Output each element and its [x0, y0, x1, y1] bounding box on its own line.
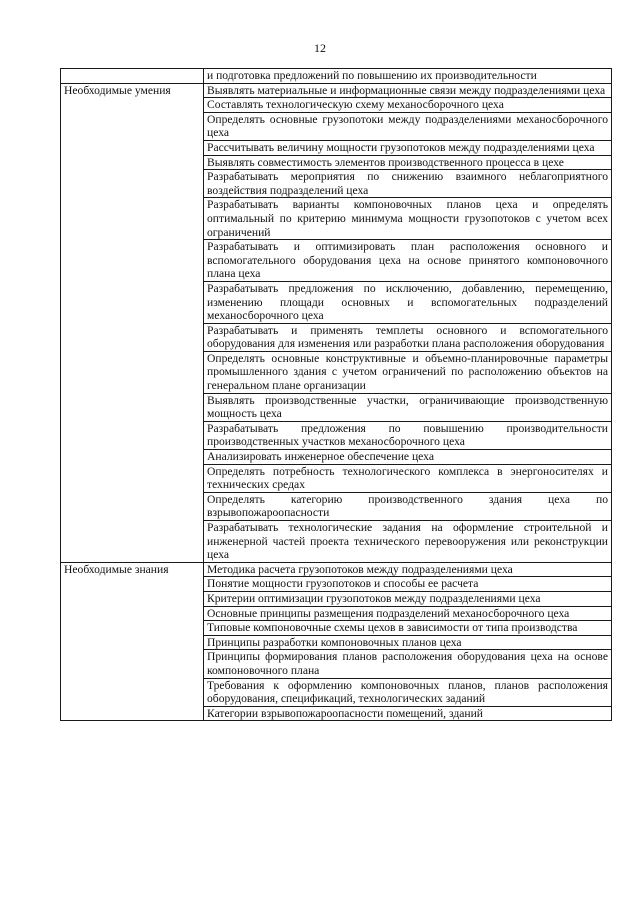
skills-item: Выявлять производственные участки, ограничивающие производственную мощность цеха	[204, 393, 612, 421]
skills-item: Разрабатывать предложения по повышению производительности производственных участков механосборочного цеха	[204, 421, 612, 449]
skills-item: Рассчитывать величину мощности грузопотоков между подразделениями цеха	[204, 140, 612, 155]
knowledge-item: Принципы разработки компоновочных планов цеха	[204, 635, 612, 650]
knowledge-item: Типовые компоновочные схемы цехов в зависимости от типа производства	[204, 621, 612, 636]
skills-item: Разрабатывать мероприятия по снижению взаимного неблагоприятного воздействия подразделений цеха	[204, 170, 612, 198]
skills-section-label: Необходимые умения	[61, 83, 204, 562]
knowledge-item: Методика расчета грузопотоков между подразделениями цеха	[204, 562, 612, 577]
knowledge-item: Основные принципы размещения подразделений механосборочного цеха	[204, 606, 612, 621]
skills-item: Составлять технологическую схему механосборочного цеха	[204, 98, 612, 113]
skills-row	[61, 83, 612, 98]
knowledge-row	[61, 562, 612, 577]
skills-item: Определять основные конструктивные и объемно-планировочные параметры промышленного здания с учетом ограничений по расположению объектов на генеральном плане организации	[204, 351, 612, 393]
knowledge-item: Требования к оформлению компоновочных планов, планов расположения оборудования, спецификаций, технологических заданий	[204, 678, 612, 706]
skills-item: Определять основные грузопотоки между подразделениями механосборочного цеха	[204, 112, 612, 140]
knowledge-item: Категории взрывопожароопасности помещений, зданий	[204, 706, 612, 721]
skills-item: Разрабатывать и применять темплеты основного и вспомогательного оборудования для изменения или разработки плана расположения оборудования	[204, 323, 612, 351]
skills-item: Разрабатывать варианты компоновочных планов цеха и определять оптимальный по критерию минимума мощности грузопотоков с учетом всех ограничений	[204, 198, 612, 240]
table-row	[61, 69, 612, 84]
skills-item: Определять категорию производственного здания цеха по взрывопожароопасности	[204, 492, 612, 520]
skills-item: Анализировать инженерное обеспечение цеха	[204, 450, 612, 465]
skills-item: Разрабатывать предложения по исключению, добавлению, перемещению, изменению площади основных и вспомогательных подразделений механосборочного цеха	[204, 281, 612, 323]
empty-label-cell	[61, 69, 204, 84]
skills-item: Выявлять совместимость элементов производственного процесса в цехе	[204, 155, 612, 170]
knowledge-section-label: Необходимые знания	[61, 562, 204, 721]
requirements-table-body	[61, 69, 612, 721]
requirements-table	[60, 68, 612, 721]
knowledge-item: Понятие мощности грузопотоков и способы ее расчета	[204, 577, 612, 592]
page-number: 12	[314, 41, 326, 55]
skills-item: Определять потребность технологического комплекса в энергоносителях и технических средах	[204, 464, 612, 492]
knowledge-item: Принципы формирования планов расположения оборудования цеха на основе компоновочного плана	[204, 650, 612, 678]
skills-item: Разрабатывать технологические задания на оформление строительной и инженерной частей проекта технического перевооружения или реконструкции цеха	[204, 521, 612, 563]
continuation-text: и подготовка предложений по повышению их производительности	[204, 69, 612, 84]
knowledge-item: Критерии оптимизации грузопотоков между подразделениями цеха	[204, 591, 612, 606]
skills-item: Выявлять материальные и информационные связи между подразделениями цеха	[204, 83, 612, 98]
skills-item: Разрабатывать и оптимизировать план расположения основного и вспомогательного оборудования цеха на основе принятого компоновочного плана цеха	[204, 240, 612, 282]
